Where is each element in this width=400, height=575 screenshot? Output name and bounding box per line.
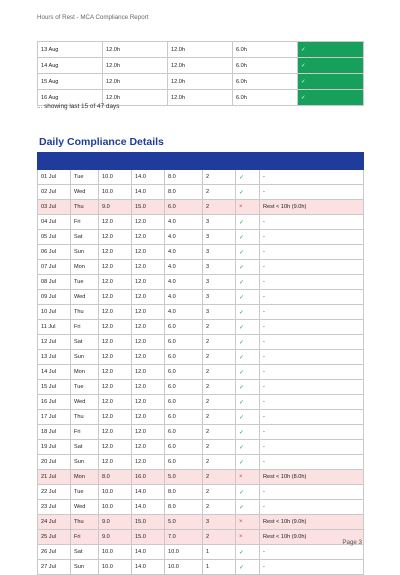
date-cell: 20 Jul (38, 455, 71, 470)
value-cell: 15.0 (132, 515, 165, 530)
date-cell: 10 Jul (38, 305, 71, 320)
cross-icon: × (236, 200, 260, 215)
check-icon: ✓ (236, 320, 260, 335)
section-title: Daily Compliance Details (39, 136, 164, 148)
notes-cell: Rest < 10h (9.0h) (260, 200, 364, 215)
day-cell: Thu (71, 200, 99, 215)
table-row (38, 410, 364, 425)
table-row (38, 245, 364, 260)
report-header: Hours of Rest - MCA Compliance Report (37, 14, 149, 21)
value-cell: 8.0 (165, 500, 203, 515)
notes-cell: - (260, 275, 364, 290)
day-cell: Tue (71, 485, 99, 500)
date-cell: 24 Jul (38, 515, 71, 530)
check-icon: ✓ (236, 335, 260, 350)
notes-cell: - (260, 305, 364, 320)
date-cell: 01 Jul (38, 170, 71, 185)
date-cell: 13 Aug (38, 42, 103, 58)
date-cell: 16 Aug (38, 90, 103, 106)
notes-cell: Rest < 10h (9.0h) (260, 530, 364, 545)
rest-hours-cell: 12.0h (168, 42, 233, 58)
date-cell: 02 Jul (38, 185, 71, 200)
notes-cell: - (260, 500, 364, 515)
value-cell: 2 (203, 395, 236, 410)
value-cell: 2 (203, 335, 236, 350)
value-cell: 12.0 (99, 425, 132, 440)
value-cell: 10.0 (99, 560, 132, 575)
table-row (38, 500, 364, 515)
value-cell: 6.0 (165, 350, 203, 365)
day-cell: Tue (71, 380, 99, 395)
table-row (38, 320, 364, 335)
date-cell: 13 Jul (38, 350, 71, 365)
status-cell: ✓ (298, 74, 364, 90)
check-icon: ✓ (236, 350, 260, 365)
value-cell: 4.0 (165, 275, 203, 290)
table-row (38, 275, 364, 290)
value-cell: 12.0 (99, 455, 132, 470)
check-icon: ✓ (236, 305, 260, 320)
notes-cell: Rest < 10h (9.0h) (260, 515, 364, 530)
notes-cell: - (260, 395, 364, 410)
value-cell: 3 (203, 290, 236, 305)
check-icon: ✓ (236, 170, 260, 185)
value-cell: 12.0 (99, 410, 132, 425)
value-cell: 12.0 (99, 305, 132, 320)
min-rest-cell: 6.0h (233, 74, 298, 90)
value-cell: 4.0 (165, 230, 203, 245)
value-cell: 12.0 (132, 275, 165, 290)
day-cell: Mon (71, 365, 99, 380)
table-row (38, 290, 364, 305)
value-cell: 10.0 (165, 560, 203, 575)
table-row (38, 485, 364, 500)
value-cell: 14.0 (132, 545, 165, 560)
date-cell: 03 Jul (38, 200, 71, 215)
value-cell: 8.0 (165, 185, 203, 200)
date-cell: 22 Jul (38, 485, 71, 500)
day-cell: Fri (71, 320, 99, 335)
day-cell: Sat (71, 440, 99, 455)
value-cell: 2 (203, 425, 236, 440)
notes-cell: - (260, 185, 364, 200)
value-cell: 8.0 (99, 470, 132, 485)
value-cell: 2 (203, 500, 236, 515)
notes-cell: - (260, 215, 364, 230)
value-cell: 12.0 (132, 380, 165, 395)
value-cell: 3 (203, 245, 236, 260)
check-icon: ✓ (236, 410, 260, 425)
notes-cell: - (260, 410, 364, 425)
day-cell: Fri (71, 425, 99, 440)
check-icon: ✓ (236, 395, 260, 410)
day-cell: Sun (71, 350, 99, 365)
date-cell: 15 Jul (38, 380, 71, 395)
value-cell: 16.0 (132, 470, 165, 485)
notes-cell: Rest < 10h (8.0h) (260, 470, 364, 485)
check-icon: ✓ (236, 380, 260, 395)
min-rest-cell: 6.0h (233, 58, 298, 74)
day-cell: Wed (71, 290, 99, 305)
notes-cell: - (260, 245, 364, 260)
table-row (38, 395, 364, 410)
day-cell: Thu (71, 305, 99, 320)
table-row (38, 515, 364, 530)
table-row (38, 200, 364, 215)
notes-cell: - (260, 230, 364, 245)
check-icon: ✓ (236, 245, 260, 260)
value-cell: 6.0 (165, 380, 203, 395)
date-cell: 17 Jul (38, 410, 71, 425)
value-cell: 12.0 (99, 320, 132, 335)
value-cell: 1 (203, 560, 236, 575)
value-cell: 10.0 (99, 485, 132, 500)
value-cell: 15.0 (132, 530, 165, 545)
value-cell: 6.0 (165, 395, 203, 410)
date-cell: 21 Jul (38, 470, 71, 485)
date-cell: 06 Jul (38, 245, 71, 260)
value-cell: 3 (203, 515, 236, 530)
value-cell: 12.0 (132, 290, 165, 305)
value-cell: 8.0 (165, 485, 203, 500)
date-cell: 14 Jul (38, 365, 71, 380)
day-cell: Sun (71, 245, 99, 260)
status-cell: ✓ (298, 58, 364, 74)
value-cell: 14.0 (132, 485, 165, 500)
notes-cell: - (260, 170, 364, 185)
value-cell: 12.0 (99, 350, 132, 365)
value-cell: 12.0 (99, 380, 132, 395)
status-cell: ✓ (298, 42, 364, 58)
table-row (38, 305, 364, 320)
value-cell: 12.0 (132, 425, 165, 440)
value-cell: 12.0 (132, 230, 165, 245)
value-cell: 12.0 (132, 395, 165, 410)
value-cell: 12.0 (132, 215, 165, 230)
work-hours-cell: 12.0h (103, 74, 168, 90)
value-cell: 12.0 (132, 335, 165, 350)
value-cell: 6.0 (165, 200, 203, 215)
value-cell: 6.0 (165, 410, 203, 425)
min-rest-cell: 6.0h (233, 90, 298, 106)
value-cell: 2 (203, 485, 236, 500)
value-cell: 4.0 (165, 290, 203, 305)
day-cell: Wed (71, 500, 99, 515)
value-cell: 12.0 (99, 230, 132, 245)
value-cell: 2 (203, 350, 236, 365)
value-cell: 6.0 (165, 320, 203, 335)
value-cell: 10.0 (99, 545, 132, 560)
rest-hours-cell: 12.0h (168, 74, 233, 90)
value-cell: 12.0 (132, 320, 165, 335)
value-cell: 1 (203, 545, 236, 560)
value-cell: 6.0 (165, 335, 203, 350)
check-icon: ✓ (236, 440, 260, 455)
value-cell: 2 (203, 410, 236, 425)
value-cell: 12.0 (132, 365, 165, 380)
summary-row (38, 42, 364, 58)
check-icon: ✓ (236, 290, 260, 305)
date-cell: 12 Jul (38, 335, 71, 350)
cross-icon: × (236, 530, 260, 545)
value-cell: 2 (203, 530, 236, 545)
table-row (38, 260, 364, 275)
table-row (38, 560, 364, 575)
notes-cell: - (260, 485, 364, 500)
table-row (38, 335, 364, 350)
table-row (38, 440, 364, 455)
value-cell: 12.0 (99, 215, 132, 230)
value-cell: 3 (203, 305, 236, 320)
table-row (38, 545, 364, 560)
table-row (38, 170, 364, 185)
value-cell: 7.0 (165, 530, 203, 545)
day-cell: Sat (71, 335, 99, 350)
value-cell: 3 (203, 260, 236, 275)
date-cell: 18 Jul (38, 425, 71, 440)
value-cell: 12.0 (99, 395, 132, 410)
day-cell: Wed (71, 185, 99, 200)
value-cell: 2 (203, 470, 236, 485)
day-cell: Wed (71, 395, 99, 410)
table-row (38, 350, 364, 365)
date-cell: 27 Jul (38, 560, 71, 575)
table-row (38, 470, 364, 485)
daily-compliance-table (37, 152, 364, 575)
status-cell: ✓ (298, 90, 364, 106)
work-hours-cell: 12.0h (103, 90, 168, 106)
value-cell: 6.0 (165, 455, 203, 470)
day-cell: Mon (71, 470, 99, 485)
value-cell: 5.0 (165, 515, 203, 530)
day-cell: Sun (71, 455, 99, 470)
check-icon: ✓ (236, 365, 260, 380)
date-cell: 09 Jul (38, 290, 71, 305)
check-icon: ✓ (236, 215, 260, 230)
value-cell: 12.0 (99, 245, 132, 260)
value-cell: 4.0 (165, 215, 203, 230)
notes-cell: - (260, 350, 364, 365)
value-cell: 12.0 (132, 455, 165, 470)
value-cell: 12.0 (132, 260, 165, 275)
value-cell: 2 (203, 170, 236, 185)
summary-row (38, 74, 364, 90)
rest-hours-cell: 12.0h (168, 58, 233, 74)
table-header-row (38, 153, 364, 170)
value-cell: 14.0 (132, 185, 165, 200)
date-cell: 23 Jul (38, 500, 71, 515)
date-cell: 25 Jul (38, 530, 71, 545)
value-cell: 6.0 (165, 425, 203, 440)
value-cell: 2 (203, 440, 236, 455)
work-hours-cell: 12.0h (103, 58, 168, 74)
check-icon: ✓ (236, 275, 260, 290)
check-icon: ✓ (236, 425, 260, 440)
table-row (38, 425, 364, 440)
table-row (38, 455, 364, 470)
value-cell: 12.0 (99, 275, 132, 290)
value-cell: 12.0 (99, 335, 132, 350)
check-icon: ✓ (236, 485, 260, 500)
date-cell: 05 Jul (38, 230, 71, 245)
summary-row (38, 58, 364, 74)
date-cell: 11 Jul (38, 320, 71, 335)
notes-cell: - (260, 335, 364, 350)
value-cell: 14.0 (132, 500, 165, 515)
notes-cell: - (260, 455, 364, 470)
notes-cell: - (260, 560, 364, 575)
table-row (38, 230, 364, 245)
value-cell: 12.0 (99, 290, 132, 305)
rest-hours-cell: 12.0h (168, 90, 233, 106)
check-icon: ✓ (236, 500, 260, 515)
value-cell: 12.0 (132, 410, 165, 425)
day-cell: Sat (71, 545, 99, 560)
day-cell: Fri (71, 215, 99, 230)
value-cell: 10.0 (99, 500, 132, 515)
date-cell: 16 Jul (38, 395, 71, 410)
value-cell: 2 (203, 455, 236, 470)
value-cell: 2 (203, 320, 236, 335)
value-cell: 9.0 (99, 530, 132, 545)
day-cell: Tue (71, 170, 99, 185)
check-icon: ✓ (236, 560, 260, 575)
value-cell: 14.0 (132, 170, 165, 185)
notes-cell: - (260, 365, 364, 380)
min-rest-cell: 6.0h (233, 42, 298, 58)
date-cell: 07 Jul (38, 260, 71, 275)
value-cell: 14.0 (132, 560, 165, 575)
notes-cell: - (260, 260, 364, 275)
value-cell: 9.0 (99, 515, 132, 530)
day-cell: Thu (71, 410, 99, 425)
value-cell: 9.0 (99, 200, 132, 215)
value-cell: 4.0 (165, 305, 203, 320)
work-hours-cell: 12.0h (103, 42, 168, 58)
value-cell: 12.0 (99, 260, 132, 275)
day-cell: Sat (71, 230, 99, 245)
value-cell: 2 (203, 380, 236, 395)
value-cell: 3 (203, 215, 236, 230)
check-icon: ✓ (236, 185, 260, 200)
table-row (38, 185, 364, 200)
date-cell: 08 Jul (38, 275, 71, 290)
check-icon: ✓ (236, 455, 260, 470)
notes-cell: - (260, 545, 364, 560)
value-cell: 6.0 (165, 365, 203, 380)
check-icon: ✓ (236, 230, 260, 245)
value-cell: 10.0 (99, 170, 132, 185)
date-cell: 26 Jul (38, 545, 71, 560)
notes-cell: - (260, 440, 364, 455)
notes-cell: - (260, 380, 364, 395)
page-number: Page 3 (342, 539, 362, 546)
value-cell: 6.0 (165, 440, 203, 455)
value-cell: 8.0 (165, 170, 203, 185)
value-cell: 12.0 (132, 245, 165, 260)
cross-icon: × (236, 515, 260, 530)
value-cell: 2 (203, 365, 236, 380)
value-cell: 3 (203, 275, 236, 290)
notes-cell: - (260, 320, 364, 335)
check-icon: ✓ (236, 545, 260, 560)
value-cell: 15.0 (132, 200, 165, 215)
value-cell: 2 (203, 200, 236, 215)
date-cell: 15 Aug (38, 74, 103, 90)
value-cell: 10.0 (99, 185, 132, 200)
value-cell: 3 (203, 230, 236, 245)
notes-cell: - (260, 290, 364, 305)
value-cell: 10.0 (165, 545, 203, 560)
day-cell: Tue (71, 275, 99, 290)
table-row (38, 215, 364, 230)
value-cell: 12.0 (99, 440, 132, 455)
summary-table (37, 41, 364, 106)
notes-cell: - (260, 425, 364, 440)
table-row (38, 365, 364, 380)
value-cell: 12.0 (132, 350, 165, 365)
date-cell: 04 Jul (38, 215, 71, 230)
date-cell: 14 Aug (38, 58, 103, 74)
value-cell: 12.0 (132, 440, 165, 455)
value-cell: 12.0 (132, 305, 165, 320)
table-row (38, 380, 364, 395)
day-cell: Sun (71, 560, 99, 575)
day-cell: Thu (71, 515, 99, 530)
cross-icon: × (236, 470, 260, 485)
day-cell: Mon (71, 260, 99, 275)
value-cell: 12.0 (99, 365, 132, 380)
value-cell: 4.0 (165, 245, 203, 260)
value-cell: 5.0 (165, 470, 203, 485)
table-row (38, 530, 364, 545)
summary-note: ... showing last 15 of 47 days (37, 103, 120, 110)
check-icon: ✓ (236, 260, 260, 275)
date-cell: 19 Jul (38, 440, 71, 455)
value-cell: 2 (203, 185, 236, 200)
day-cell: Fri (71, 530, 99, 545)
value-cell: 4.0 (165, 260, 203, 275)
